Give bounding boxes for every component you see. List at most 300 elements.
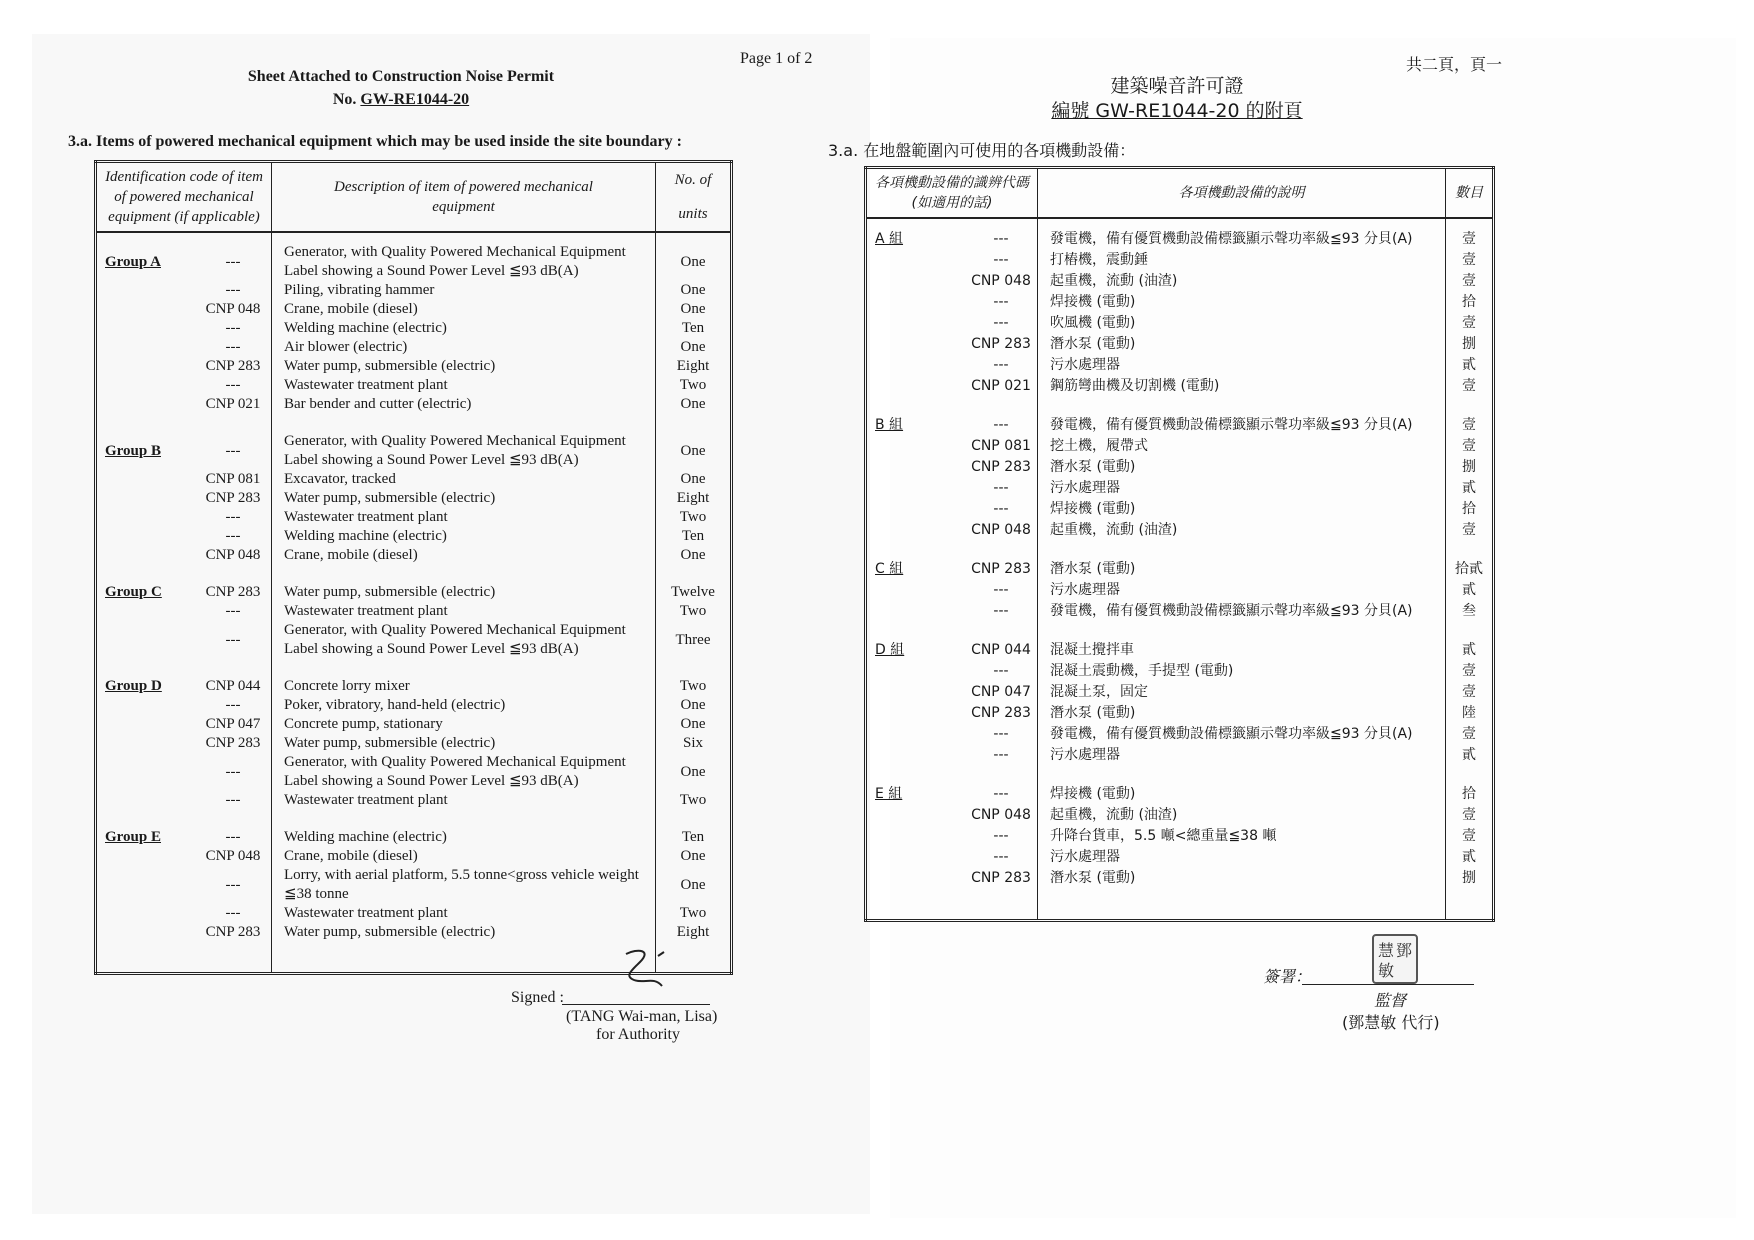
description-line: Piling, vibrating hammer (284, 282, 435, 298)
signatory-role: for Authority (596, 1026, 680, 1043)
description-line: 混凝土攪拌車 (1050, 642, 1134, 658)
document-title-zh: 建築噪音許可證 (1110, 75, 1244, 97)
description-line: Wastewater treatment plant (284, 509, 448, 525)
seal-stamp: 慧 鄧 敏 (1372, 934, 1418, 984)
description-line: 發電機，備有優質機動設備標籤顯示聲功率級≦93 分貝(A) (1050, 231, 1413, 247)
unit-count: Twelve (671, 584, 715, 600)
page-number-zh: 共二頁，頁一 (1406, 55, 1503, 74)
equipment-code: CNP 048 (971, 522, 1031, 538)
unit-count: Ten (681, 829, 705, 845)
table-row-code (867, 436, 1037, 457)
description-line: Welding machine (electric) (284, 320, 447, 336)
equipment-code: CNP 283 (971, 561, 1031, 577)
equipment-description (1038, 784, 1445, 805)
table-row-code (97, 281, 271, 300)
equipment-description (272, 602, 655, 621)
unit-count: 壹 (1462, 252, 1476, 268)
group-label: D 組 (875, 642, 905, 658)
equipment-description (1038, 682, 1445, 703)
description-line: Wastewater treatment plant (284, 377, 448, 393)
unit-count: 貳 (1462, 357, 1476, 373)
equipment-description (1038, 415, 1445, 436)
equipment-table-zh (864, 166, 1495, 922)
equipment-code: --- (225, 792, 241, 808)
description-line: 污水處理器 (1050, 357, 1120, 373)
unit-count: Two (679, 603, 707, 619)
unit-count: One (680, 848, 706, 864)
equipment-code: CNP 048 (205, 301, 261, 317)
unit-count: One (680, 697, 706, 713)
unit-count: 壹 (1462, 726, 1476, 742)
unit-count: 捌 (1462, 336, 1476, 352)
signatory-role-zh: 監督 (1374, 991, 1407, 1010)
equipment-description (1038, 250, 1445, 271)
table-row-code (867, 292, 1037, 313)
group-block (867, 415, 1037, 541)
description-line: Water pump, submersible (electric) (284, 490, 496, 506)
group-block (97, 828, 271, 942)
group-label: Group A (105, 253, 161, 270)
equipment-description (1038, 826, 1445, 847)
document-title: Sheet Attached to Construction Noise Permit (247, 68, 555, 85)
equipment-description (1038, 745, 1445, 766)
group-block (1038, 229, 1445, 397)
equipment-code: CNP 283 (971, 870, 1031, 886)
description-line: 挖土機，履帶式 (1050, 438, 1148, 454)
equipment-code: --- (993, 747, 1009, 763)
group-block (272, 243, 655, 414)
signed-label: Signed : (511, 989, 564, 1006)
table-row-code (867, 661, 1037, 682)
description-line: 污水處理器 (1050, 582, 1120, 598)
code-column-zh (866, 218, 1038, 921)
equipment-description (1038, 292, 1445, 313)
group-block (867, 229, 1037, 397)
equipment-description (1038, 271, 1445, 292)
table-row-code (867, 334, 1037, 355)
group-block (272, 432, 655, 565)
description-line: 污水處理器 (1050, 747, 1120, 763)
equipment-code: --- (225, 829, 241, 845)
header-units-line2: units (678, 206, 708, 222)
equipment-description (1038, 601, 1445, 622)
group-block (656, 583, 730, 659)
equipment-code: CNP 283 (205, 490, 261, 506)
table-row-code (97, 432, 271, 470)
unit-count: One (680, 396, 706, 412)
unit-count: Two (679, 377, 707, 393)
equipment-description (272, 753, 655, 791)
table-row-code (867, 415, 1037, 436)
group-block (656, 432, 730, 565)
signature-line-zh (1302, 984, 1474, 985)
equipment-description (1038, 229, 1445, 250)
unit-count: 拾貳 (1455, 561, 1483, 577)
equipment-description (272, 470, 655, 489)
permit-number-line (32, 91, 770, 109)
group-block (272, 583, 655, 659)
group-block (97, 243, 271, 414)
unit-count: Eight (676, 490, 710, 506)
description-line: 發電機，備有優質機動設備標籤顯示聲功率級≦93 分貝(A) (1050, 726, 1413, 742)
description-line: Welding machine (electric) (284, 829, 447, 845)
description-line: 打樁機，震動錘 (1050, 252, 1148, 268)
equipment-code: --- (225, 528, 241, 544)
description-line: 焊接機 (電動) (1050, 294, 1136, 310)
equipment-code: CNP 021 (205, 396, 261, 412)
equipment-code: CNP 048 (971, 273, 1031, 289)
equipment-code: --- (225, 320, 241, 336)
table-row-code (97, 753, 271, 791)
group-block (1038, 559, 1445, 622)
equipment-description (272, 432, 655, 470)
permit-number-zh: 編號 GW-RE1044-20 的附頁 (1051, 100, 1303, 122)
equipment-code: --- (993, 417, 1009, 433)
description-line: Label showing a Sound Power Level ≦93 dB(A) (284, 452, 579, 468)
equipment-description (272, 923, 655, 942)
equipment-description (272, 508, 655, 527)
header-code-zh-line1: 各項機動設備的識辨代碼 (875, 175, 1029, 191)
unit-count: 壹 (1462, 663, 1476, 679)
group-block (867, 784, 1037, 889)
unit-count: One (680, 339, 706, 355)
equipment-description (1038, 478, 1445, 499)
equipment-description (1038, 457, 1445, 478)
unit-count: Eight (676, 358, 710, 374)
equipment-code: --- (225, 509, 241, 525)
description-line: 潛水泵 (電動) (1050, 870, 1136, 886)
description-line: Generator, with Quality Powered Mechanical Equipment (284, 433, 626, 449)
equipment-description (1038, 313, 1445, 334)
equipment-description (272, 828, 655, 847)
table-row-code (97, 847, 271, 866)
description-line: Water pump, submersible (electric) (284, 924, 496, 940)
description-line: 吹風機 (電動) (1050, 315, 1136, 331)
description-line: Generator, with Quality Powered Mechanical Equipment (284, 244, 626, 260)
equipment-code: --- (993, 231, 1009, 247)
table-row-code (97, 300, 271, 319)
unit-count: 捌 (1462, 870, 1476, 886)
unit-count: One (680, 442, 706, 459)
units-column-zh (1446, 218, 1494, 921)
description-line: 混凝土震動機，手提型 (電動) (1050, 663, 1234, 679)
signatory-name-zh: (鄧慧敏 代行) (1342, 1013, 1440, 1032)
unit-count: 壹 (1462, 231, 1476, 247)
equipment-code: --- (993, 786, 1009, 802)
equipment-description (1038, 868, 1445, 889)
unit-count: Ten (681, 528, 705, 544)
table-row-code (867, 826, 1037, 847)
equipment-code: --- (993, 315, 1009, 331)
unit-count: 貳 (1462, 480, 1476, 496)
table-row-code (97, 243, 271, 281)
table-row-code (97, 621, 271, 659)
equipment-code: CNP 283 (971, 459, 1031, 475)
table-row-code (97, 904, 271, 923)
unit-count: 拾 (1462, 501, 1476, 517)
table-row-code (97, 866, 271, 904)
table-row-code (97, 791, 271, 810)
group-block (272, 677, 655, 810)
group-block (867, 559, 1037, 622)
description-line: 升降台貨車，5.5 噸<總重量≦38 噸 (1050, 828, 1277, 844)
header-units-zh: 數目 (1446, 168, 1494, 219)
table-row-code (867, 682, 1037, 703)
group-block (656, 243, 730, 414)
table-row-code (97, 470, 271, 489)
group-block (1446, 229, 1492, 397)
unit-count: 貳 (1462, 747, 1476, 763)
description-line: 潛水泵 (電動) (1050, 336, 1136, 352)
unit-count: 壹 (1462, 378, 1476, 394)
description-line: Air blower (electric) (284, 339, 408, 355)
table-row-code (867, 313, 1037, 334)
group-label: Group D (105, 678, 162, 694)
description-line: 鋼筋彎曲機及切割機 (電動) (1050, 378, 1220, 394)
equipment-description (1038, 724, 1445, 745)
table-row-code (867, 271, 1037, 292)
description-column-zh (1038, 218, 1446, 921)
table-row-code (97, 677, 271, 696)
equipment-code: --- (225, 763, 241, 780)
signatory-name: (TANG Wai-man, Lisa) (566, 1008, 718, 1025)
equipment-code: CNP 283 (205, 924, 261, 940)
unit-count: Three (675, 631, 711, 648)
equipment-description (272, 866, 655, 904)
section-heading-zh: 3.a. 在地盤範圍內可使用的各項機動設備： (828, 141, 1136, 160)
signed-label-zh: 簽署： (1263, 967, 1312, 986)
table-row-code (97, 546, 271, 565)
equipment-description (1038, 805, 1445, 826)
table-row-code (867, 847, 1037, 868)
description-line: 混凝土泵，固定 (1050, 684, 1148, 700)
header-code-zh (866, 168, 1038, 219)
header-code-text: Identification code of item of powered mechanical equipment (if applicable) (105, 169, 263, 225)
description-line: Crane, mobile (diesel) (284, 848, 418, 864)
description-line: Generator, with Quality Powered Mechanical Equipment (284, 622, 626, 638)
equipment-code: --- (225, 905, 241, 921)
table-row-code (97, 715, 271, 734)
equipment-code: CNP 081 (971, 438, 1031, 454)
table-row-code (97, 376, 271, 395)
group-block (656, 828, 730, 942)
section-heading: 3.a. Items of powered mechanical equipment which may be used inside the site boundary : (68, 133, 682, 150)
unit-count: One (680, 763, 706, 780)
description-line: Wastewater treatment plant (284, 603, 448, 619)
header-description-text: Description of item of powered mechanical equipment (334, 179, 593, 215)
unit-count: 陸 (1462, 705, 1476, 721)
equipment-description (1038, 334, 1445, 355)
equipment-code: CNP 048 (205, 848, 261, 864)
group-block (97, 583, 271, 659)
unit-count: 壹 (1462, 273, 1476, 289)
group-block (272, 828, 655, 942)
equipment-code: --- (993, 357, 1009, 373)
equipment-code: CNP 021 (971, 378, 1031, 394)
english-page (32, 34, 870, 1214)
unit-count: 壹 (1462, 828, 1476, 844)
unit-count: 拾 (1462, 294, 1476, 310)
table-row-code (867, 229, 1037, 250)
group-label: Group E (105, 829, 161, 845)
equipment-description (272, 319, 655, 338)
description-line: Concrete pump, stationary (284, 716, 443, 732)
header-units-line1: No. of (674, 172, 712, 188)
group-block (97, 432, 271, 565)
group-label: C 組 (875, 561, 904, 577)
equipment-code: CNP 047 (205, 716, 261, 732)
equipment-description (272, 243, 655, 281)
description-line: 起重機，流動 (油渣) (1050, 273, 1178, 289)
table-row-code (97, 602, 271, 621)
equipment-code: --- (993, 726, 1009, 742)
description-line: 潛水泵 (電動) (1050, 705, 1136, 721)
equipment-code: --- (993, 849, 1009, 865)
table-row-code (97, 734, 271, 753)
equipment-code: --- (225, 282, 241, 298)
equipment-description (1038, 355, 1445, 376)
group-block (1038, 415, 1445, 541)
description-line: 起重機，流動 (油渣) (1050, 522, 1178, 538)
unit-count: One (680, 876, 706, 893)
equipment-description (272, 847, 655, 866)
table-row-code (97, 527, 271, 546)
equipment-description (272, 527, 655, 546)
unit-count: 捌 (1462, 459, 1476, 475)
unit-count: One (680, 471, 706, 487)
table-row-code (867, 520, 1037, 541)
table-row-code (867, 250, 1037, 271)
equipment-code: --- (993, 582, 1009, 598)
table-row-code (867, 559, 1037, 580)
equipment-description (1038, 559, 1445, 580)
table-row-code (867, 457, 1037, 478)
group-block (1446, 640, 1492, 766)
permit-number-prefix: No. (332, 91, 361, 108)
units-column (656, 232, 732, 974)
equipment-table (94, 160, 733, 975)
description-line: Water pump, submersible (electric) (284, 735, 496, 751)
table-row-code (97, 696, 271, 715)
equipment-code: CNP 044 (971, 642, 1031, 658)
description-line: 污水處理器 (1050, 480, 1120, 496)
description-line: 潛水泵 (電動) (1050, 561, 1136, 577)
equipment-description (1038, 376, 1445, 397)
equipment-description (272, 791, 655, 810)
page-number: Page 1 of 2 (740, 50, 813, 67)
description-line: Crane, mobile (diesel) (284, 301, 418, 317)
group-block (1446, 415, 1492, 541)
table-row-code (867, 355, 1037, 376)
description-line: Lorry, with aerial platform, 5.5 tonne<gross vehicle weight (284, 867, 639, 883)
group-block (1038, 640, 1445, 766)
equipment-description (272, 489, 655, 508)
equipment-code: --- (225, 377, 241, 393)
table-row-code (97, 338, 271, 357)
unit-count: One (680, 253, 706, 270)
group-label: E 組 (875, 786, 903, 802)
unit-count: Ten (681, 320, 705, 336)
signature-mark (618, 946, 678, 996)
table-row-code (97, 508, 271, 527)
equipment-description (272, 904, 655, 923)
header-description-zh: 各項機動設備的說明 (1038, 168, 1446, 219)
table-row-code (867, 868, 1037, 889)
table-row-code (97, 583, 271, 602)
description-line: Water pump, submersible (electric) (284, 584, 496, 600)
table-row-code (867, 640, 1037, 661)
unit-count: 貳 (1462, 849, 1476, 865)
equipment-code: CNP 044 (205, 678, 261, 694)
equipment-code: --- (225, 876, 241, 893)
unit-count: 拾 (1462, 786, 1476, 802)
unit-count: Two (679, 792, 707, 808)
equipment-description (272, 621, 655, 659)
equipment-description (272, 395, 655, 414)
table-row-code (867, 745, 1037, 766)
table-row-code (97, 357, 271, 376)
equipment-description (272, 546, 655, 565)
unit-count: 壹 (1462, 315, 1476, 331)
equipment-code: --- (993, 663, 1009, 679)
description-line: 焊接機 (電動) (1050, 501, 1136, 517)
description-line: 焊接機 (電動) (1050, 786, 1136, 802)
unit-count: Two (679, 678, 707, 694)
equipment-code: CNP 283 (971, 705, 1031, 721)
equipment-code: --- (993, 480, 1009, 496)
table-row-code (97, 319, 271, 338)
equipment-description (272, 338, 655, 357)
description-line: Welding machine (electric) (284, 528, 447, 544)
equipment-description (272, 300, 655, 319)
table-row-code (867, 499, 1037, 520)
description-line: 污水處理器 (1050, 849, 1120, 865)
table-row-code (97, 923, 271, 942)
equipment-description (272, 583, 655, 602)
description-line: Label showing a Sound Power Level ≦93 dB(A) (284, 641, 579, 657)
code-column (96, 232, 272, 974)
group-block (97, 677, 271, 810)
description-line: Generator, with Quality Powered Mechanical Equipment (284, 754, 626, 770)
equipment-description (272, 696, 655, 715)
unit-count: 貳 (1462, 642, 1476, 658)
group-label: Group C (105, 584, 162, 600)
header-description (272, 162, 656, 233)
unit-count: Two (679, 905, 707, 921)
equipment-code: CNP 283 (205, 358, 261, 374)
equipment-description (1038, 436, 1445, 457)
description-line: Wastewater treatment plant (284, 792, 448, 808)
unit-count: 壹 (1462, 807, 1476, 823)
table-row-code (867, 703, 1037, 724)
equipment-code: --- (225, 339, 241, 355)
unit-count: One (680, 716, 706, 732)
header-code (96, 162, 272, 233)
equipment-description (1038, 580, 1445, 601)
description-line: 潛水泵 (電動) (1050, 459, 1136, 475)
equipment-code: --- (225, 442, 241, 459)
table-row-code (867, 580, 1037, 601)
unit-count: 壹 (1462, 438, 1476, 454)
unit-count: Eight (676, 924, 710, 940)
description-line: Label showing a Sound Power Level ≦93 dB(A) (284, 263, 579, 279)
equipment-description (272, 281, 655, 300)
group-label: A 組 (875, 231, 904, 247)
equipment-code: --- (993, 252, 1009, 268)
group-block (1446, 784, 1492, 889)
description-line: 起重機，流動 (油渣) (1050, 807, 1178, 823)
equipment-description (1038, 520, 1445, 541)
